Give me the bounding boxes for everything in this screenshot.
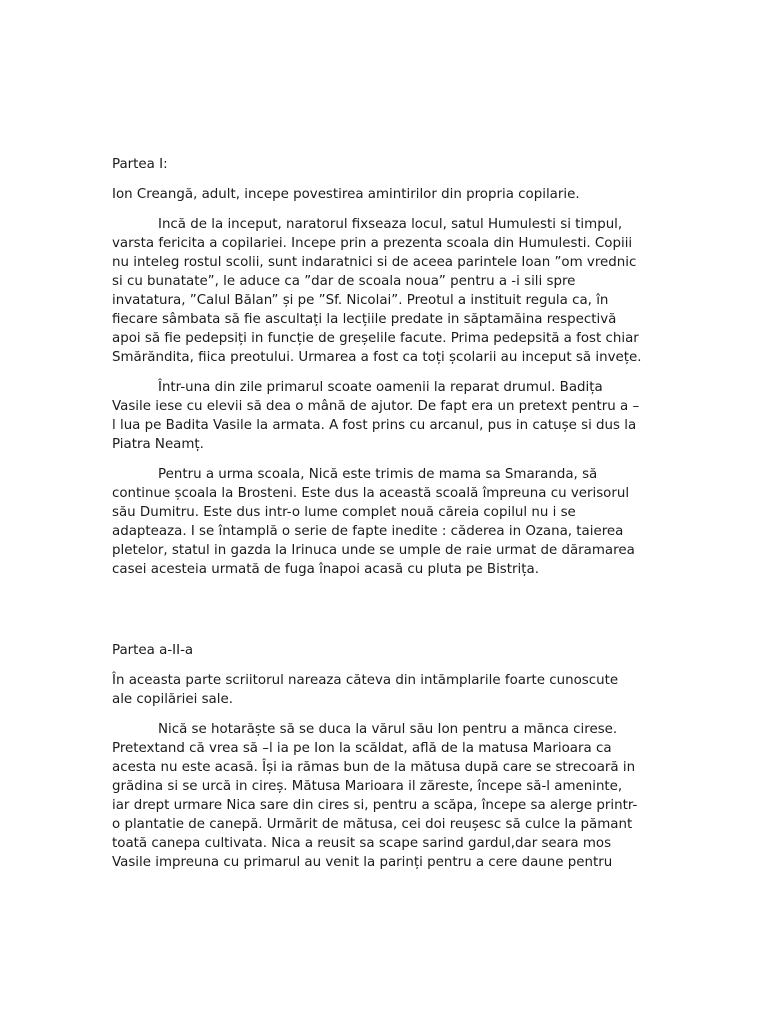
section-part-1: [112, 155, 642, 579]
intro-paragraph: Ion Creangă, adult, incepe povestirea amintirilor din propria copilarie.: [112, 187, 580, 202]
body-paragraph: Pentru a urma scoala, Nică este trimis de mama sa Smaranda, să continue școala la Brosteni. Este dus la această scoală împreuna cu verisorul său Dumitru. Este dus intr-o lume complet nouă căreia copilul nu i se adapteaza. I se întamplă o serie de fapte inedite : căderea in Ozana, taierea pletelor, statul in gazda la Irinuca unde se umple de raie urmat de dăramarea casei acesteia urmată de fuga înapoi acasă cu pluta pe Bistrița.: [112, 467, 635, 577]
body-paragraph: Într-una din zile primarul scoate oamenii la reparat drumul. Badița Vasile iese cu elevii să dea o mână de ajutor. De fapt era un pretext pentru a –l lua pe Badita Vasile la armata. A fost prins cu arcanul, pus in catușe si dus la Piatra Neamț.: [112, 380, 640, 452]
section-heading: Partea I:: [112, 157, 168, 172]
body-paragraph: Incă de la inceput, naratorul fixseaza locul, satul Humulesti si timpul, varsta fericita a copilariei. Incepe prin a prezenta scoala din Humulesti. Copiii nu inteleg rostul scolii, sunt indaratnici si de aceea parintele Ioan ”om vrednic si cu bunatate”, le aduce ca ”dar de scoala noua” pentru a -i sili spre invatatura, ”Calul Bălan” și pe ”Sf. Nicolai”. Preotul a instituit regula ca, în fiecare sâmbata să fie ascultați la lecțiile predate in săptamăina respectivă apoi să fie pedepsiți in funcție de greșelile facute. Prima pedepsită a fost chiar Smărăndita, fiica preotului. Urmarea a fost ca toți școlarii au inceput să invețe.: [112, 217, 642, 365]
section-part-2: [112, 641, 642, 872]
document-page: [112, 155, 642, 883]
intro-paragraph: În aceasta parte scriitorul nareaza căteva din intămplarile foarte cunoscute ale copilăriei sale.: [112, 673, 619, 707]
section-heading: Partea a-II-a: [112, 643, 194, 658]
body-paragraph: Nică se hotarăște să se duca la vărul său Ion pentru a mănca cirese. Pretextand că vrea să –l ia pe Ion la scăldat, află de la matusa Marioara ca acesta nu este acasă. Își ia rămas bun de la mătusa după care se strecoară in grădina si se urcă in cireș. Mătusa Marioara il zăreste, începe să-l ameninte, iar drept urmare Nica sare din cires si, pentru a scăpa, începe sa alerge printr-o plantatie de canepă. Urmărit de mătusa, cei doi reușesc să culce la pămant toată canepa cultivata. Nica a reusit sa scape sarind gardul,dar seara mos Vasile impreuna cu primarul au venit la parinți pentru a cere daune pentru: [112, 722, 638, 870]
